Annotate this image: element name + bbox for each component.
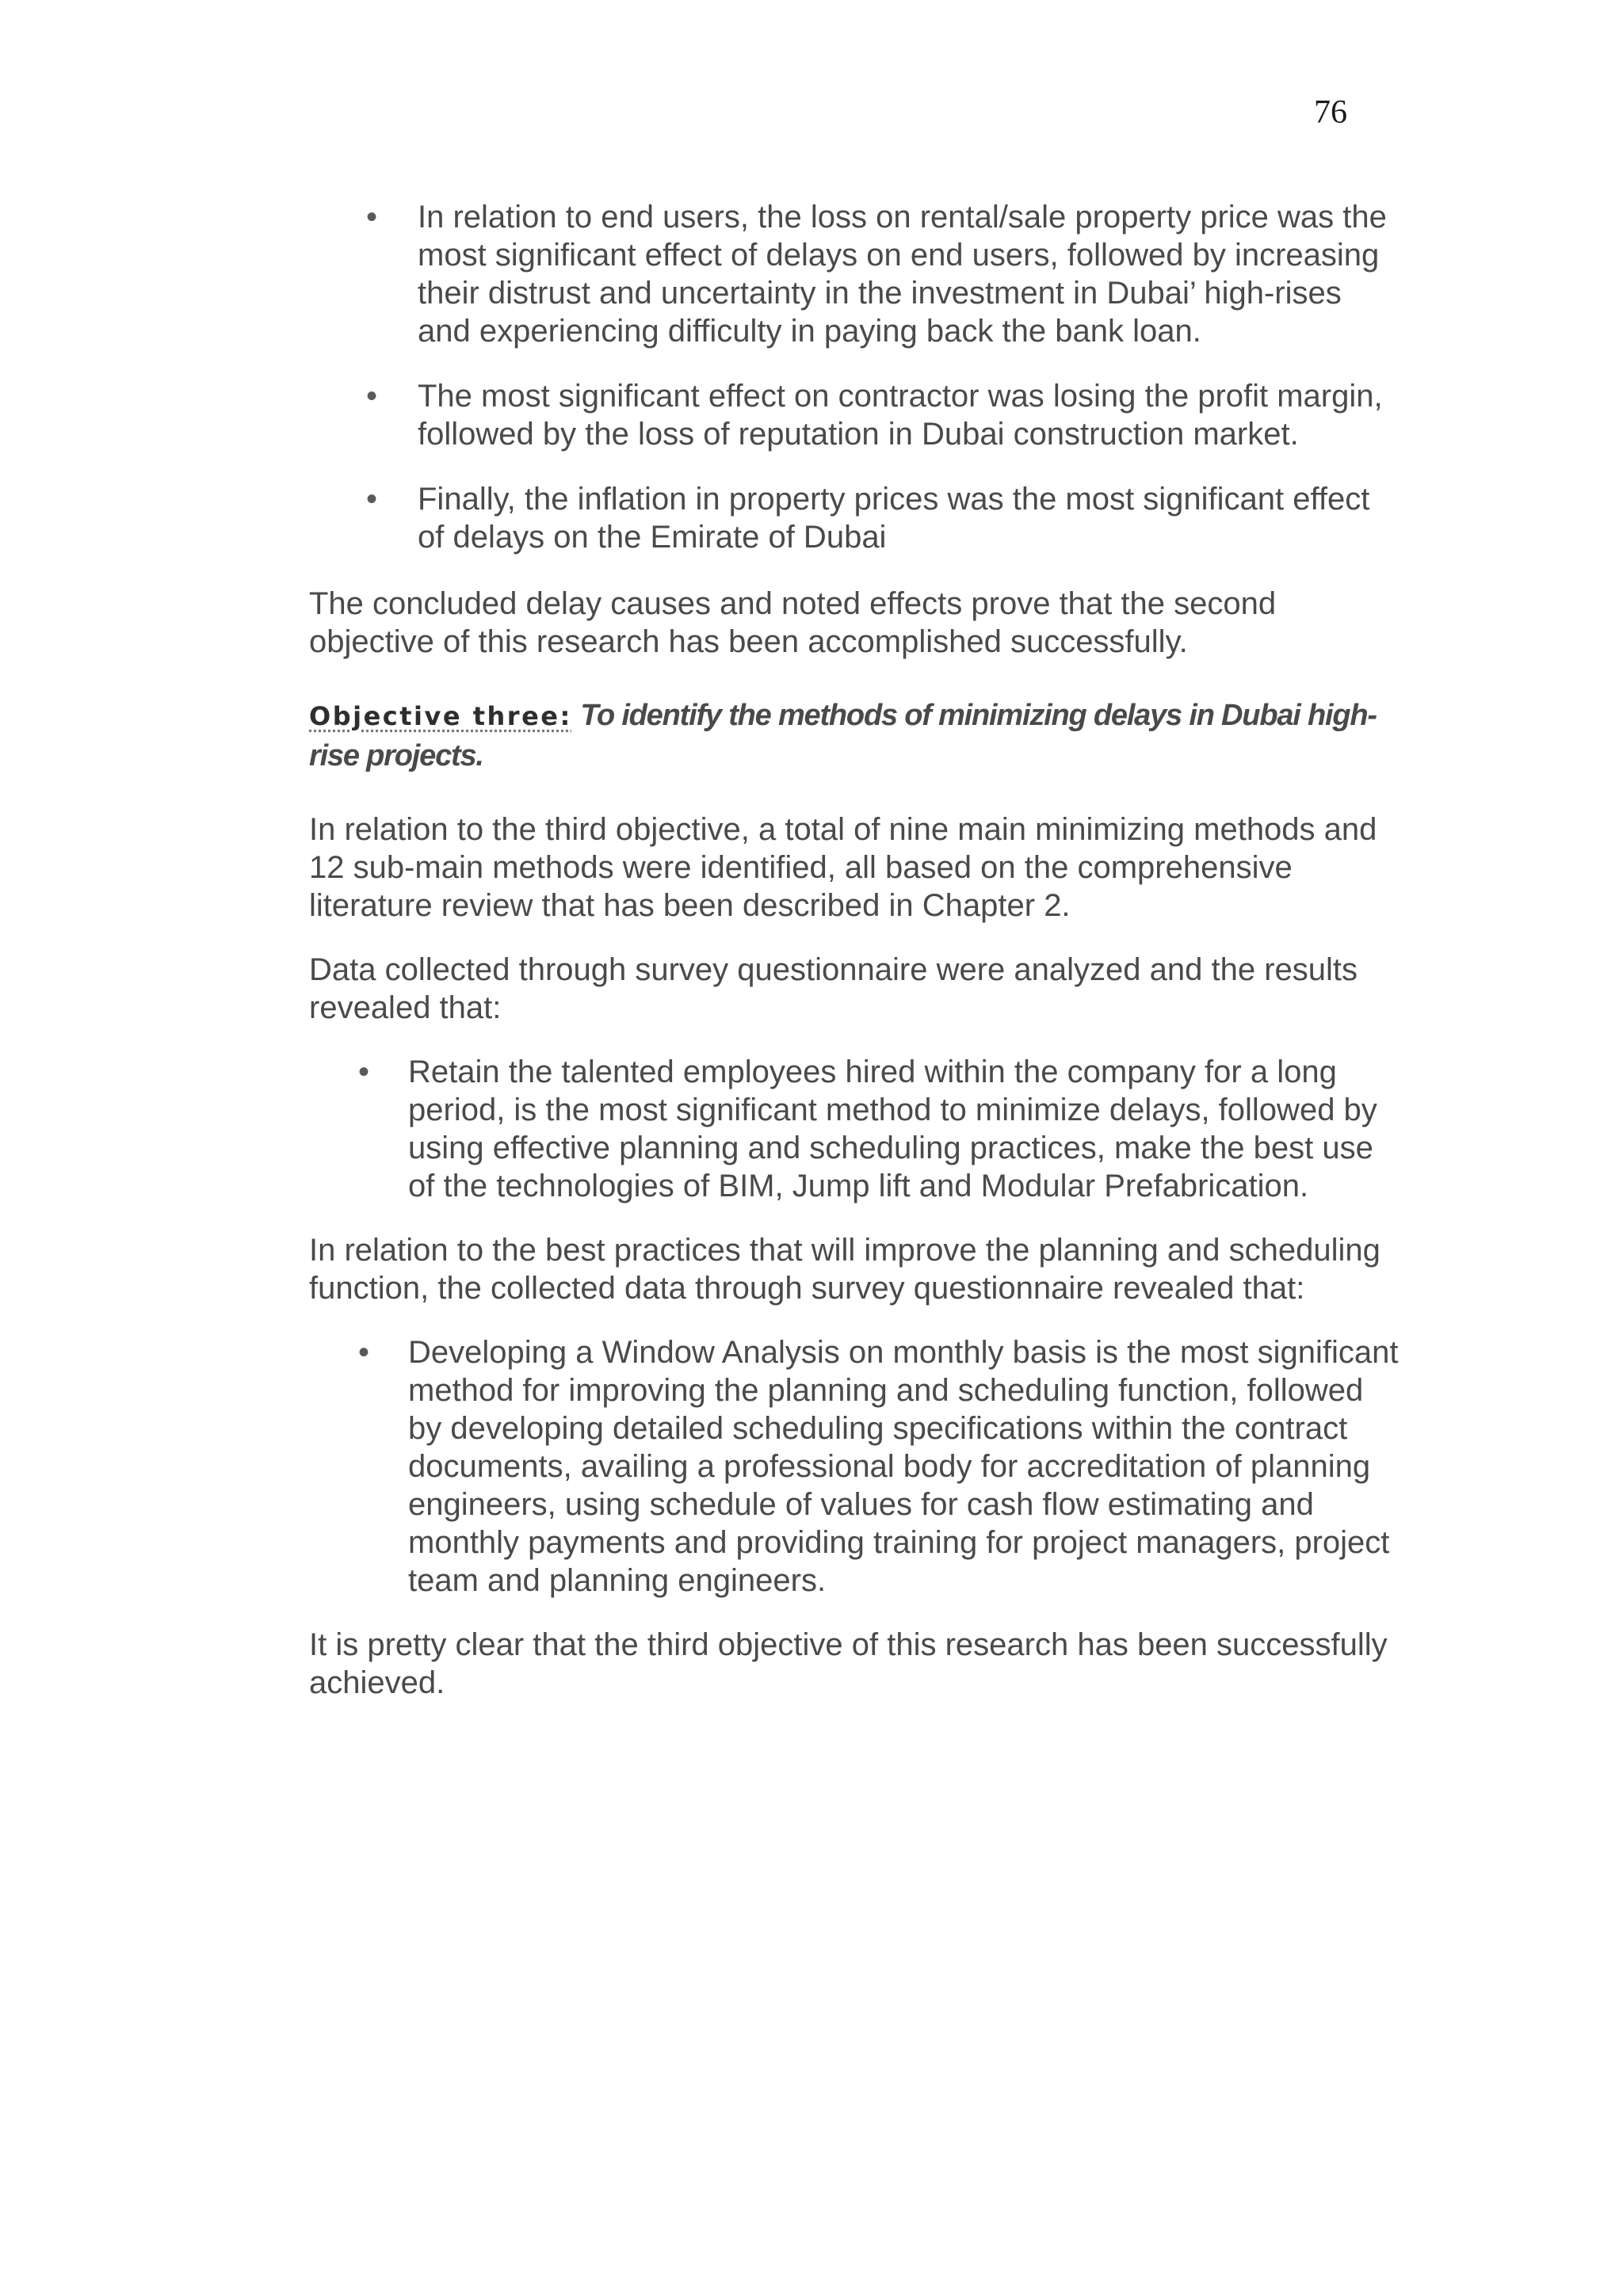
list-item-text: In relation to end users, the loss on rental/sale property price was the most significant effect of delays on end users, followed by increasing their distrust and uncertainty in the investment in Dubai’ high-rises and experiencing difficulty in paying back the bank loan. [418,200,1387,349]
objective-label: Objective three: [309,701,572,731]
list-item-text: Developing a Window Analysis on monthly basis is the most significant method for improving the planning and scheduling function, followed by developing detailed scheduling specifications within the contract documents, availing a professional body for accreditation of planning engineers, using schedule of values for cash flow estimating and monthly payments and providing training for project managers, project team and planning engineers. [408,1335,1399,1598]
paragraph-data-collected: Data collected through survey questionnaire were analyzed and the results revealed that: [309,952,1358,1025]
paragraph-best-practices: In relation to the best practices that will improve the planning and scheduling function, the collected data through survey questionnaire revealed that: [309,1233,1381,1306]
objective-three-heading [309,696,1403,776]
list-item [309,1333,1403,1600]
page-number: 76 [1314,94,1347,131]
minimizing-methods-bullet-list [309,1053,1403,1205]
paragraph-objective-two-conclusion: The concluded delay causes and noted effects prove that the second objective of this research has been accomplished successfully. [309,586,1277,659]
bullet-icon: • [358,1055,370,1089]
bullet-icon: • [366,379,378,414]
list-item [309,198,1403,350]
list-item [309,480,1403,556]
list-item-text: Finally, the inflation in property prices was the most significant effect of delays on the Emirate of Dubai [418,482,1370,555]
list-item [309,1053,1403,1205]
list-item [309,377,1403,453]
list-item-text: The most significant effect on contractor was losing the profit margin, followed by the loss of reputation in Dubai construction market. [418,379,1383,452]
bullet-icon: • [358,1335,370,1370]
objective-title: To identify the methods of minimizing delays in Dubai high-rise projects. [309,699,1377,772]
paragraph-objective-three-conclusion: It is pretty clear that the third objective of this research has been successfully achieved. [309,1627,1388,1700]
bullet-icon: • [366,200,378,235]
list-item-text: Retain the talented employees hired within the company for a long period, is the most significant method to minimize delays, followed by using effective planning and scheduling practices, make the best use of the technologies of BIM, Jump lift and Modular Prefabrication. [408,1055,1377,1203]
paragraph-third-objective: In relation to the third objective, a total of nine main minimizing methods and 12 sub-main methods were identified, all based on the comprehensive literature review that has been described in Chapter 2. [309,812,1377,923]
page-body [309,198,1403,1702]
bullet-icon: • [366,482,378,517]
planning-practices-bullet-list [309,1333,1403,1600]
effects-bullet-list [309,198,1403,556]
